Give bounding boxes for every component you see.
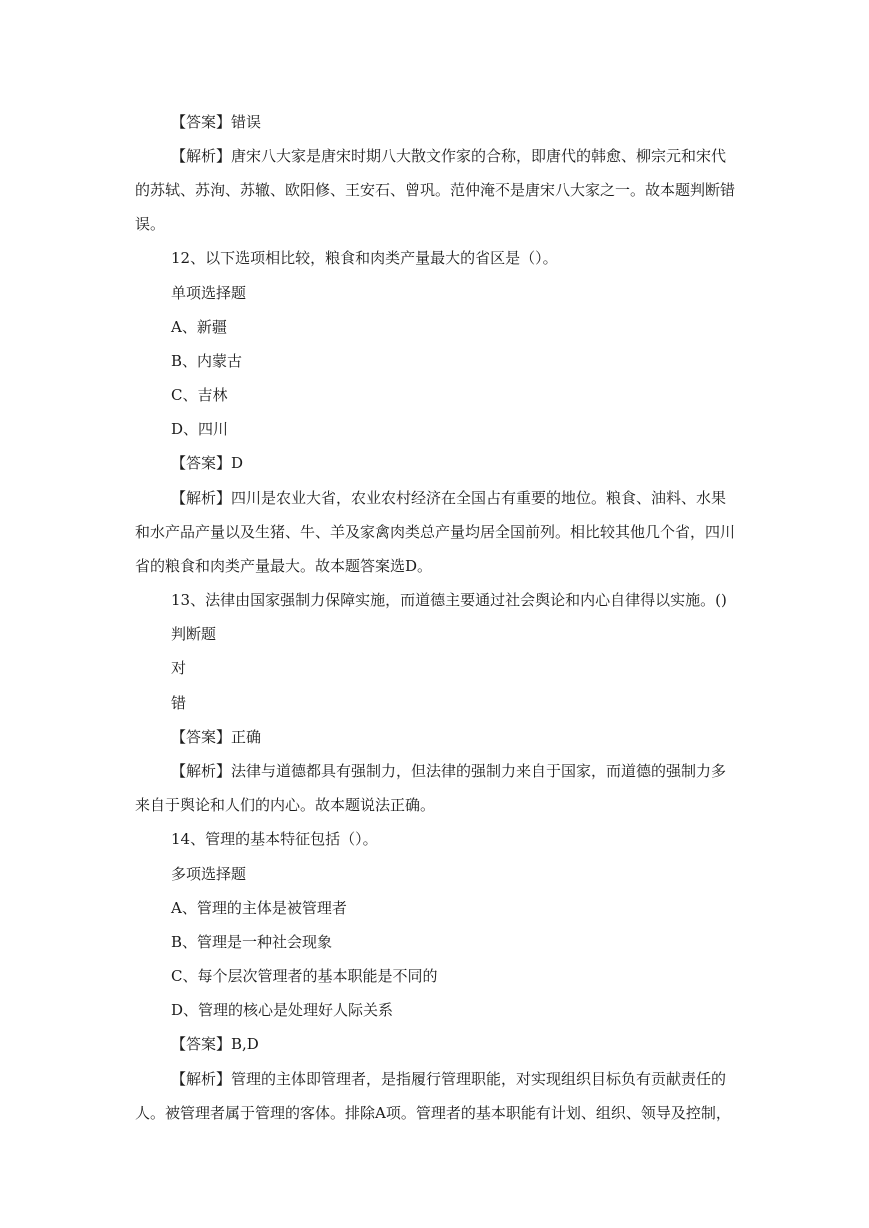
question-text: 14、管理的基本特征包括（）。 <box>171 830 378 848</box>
question-text: 12、以下选项相比较，粮食和肉类产量最大的省区是（）。 <box>171 249 558 267</box>
question-text: 13、法律由国家强制力保障实施，而道德主要通过社会舆论和内心自律得以实施。() <box>171 591 727 609</box>
option-a: A、新疆 <box>171 318 227 336</box>
question-type: 判断题 <box>171 625 217 643</box>
option-a: A、管理的主体是被管理者 <box>171 899 347 917</box>
option-b: B、管理是一种社会现象 <box>171 933 333 951</box>
answer-label: 【答案】B,D <box>171 1035 259 1053</box>
explanation-text: 【解析】法律与道德都具有强制力，但法律的强制力来自于国家，而道德的强制力多 <box>171 762 727 780</box>
option-b: B、内蒙古 <box>171 352 243 370</box>
question-type: 单项选择题 <box>171 284 247 302</box>
explanation-text: 省的粮食和肉类产量最大。故本题答案选D。 <box>135 557 433 575</box>
option-false: 错 <box>171 694 187 712</box>
question-type: 多项选择题 <box>171 865 247 883</box>
option-d: D、管理的核心是处理好人际关系 <box>171 1001 394 1019</box>
explanation-text: 【解析】唐宋八大家是唐宋时期八大散文作家的合称，即唐代的韩愈、柳宗元和宋代 <box>171 147 727 165</box>
explanation-text: 来自于舆论和人们的内心。故本题说法正确。 <box>135 796 436 814</box>
explanation-text: 误。 <box>135 215 166 233</box>
answer-label: 【答案】错误 <box>171 113 262 131</box>
explanation-text: 和水产品产量以及生猪、牛、羊及家禽肉类总产量均居全国前列。相比较其他几个省，四川 <box>135 523 736 541</box>
option-d: D、四川 <box>171 420 229 438</box>
answer-label: 【答案】D <box>171 454 244 472</box>
explanation-text: 人。被管理者属于管理的客体。排除A项。管理者的基本职能有计划、组织、领导及控制， <box>135 1104 731 1122</box>
option-c: C、吉林 <box>171 386 228 404</box>
option-true: 对 <box>171 659 187 677</box>
answer-label: 【答案】正确 <box>171 728 262 746</box>
option-c: C、每个层次管理者的基本职能是不同的 <box>171 967 438 985</box>
explanation-text: 【解析】管理的主体即管理者，是指履行管理职能，对实现组织目标负有贡献责任的 <box>171 1070 727 1088</box>
explanation-text: 【解析】四川是农业大省，农业农村经济在全国占有重要的地位。粮食、油料、水果 <box>171 489 727 507</box>
explanation-text: 的苏轼、苏洵、苏辙、欧阳修、王安石、曾巩。范仲淹不是唐宋八大家之一。故本题判断错 <box>135 181 736 199</box>
